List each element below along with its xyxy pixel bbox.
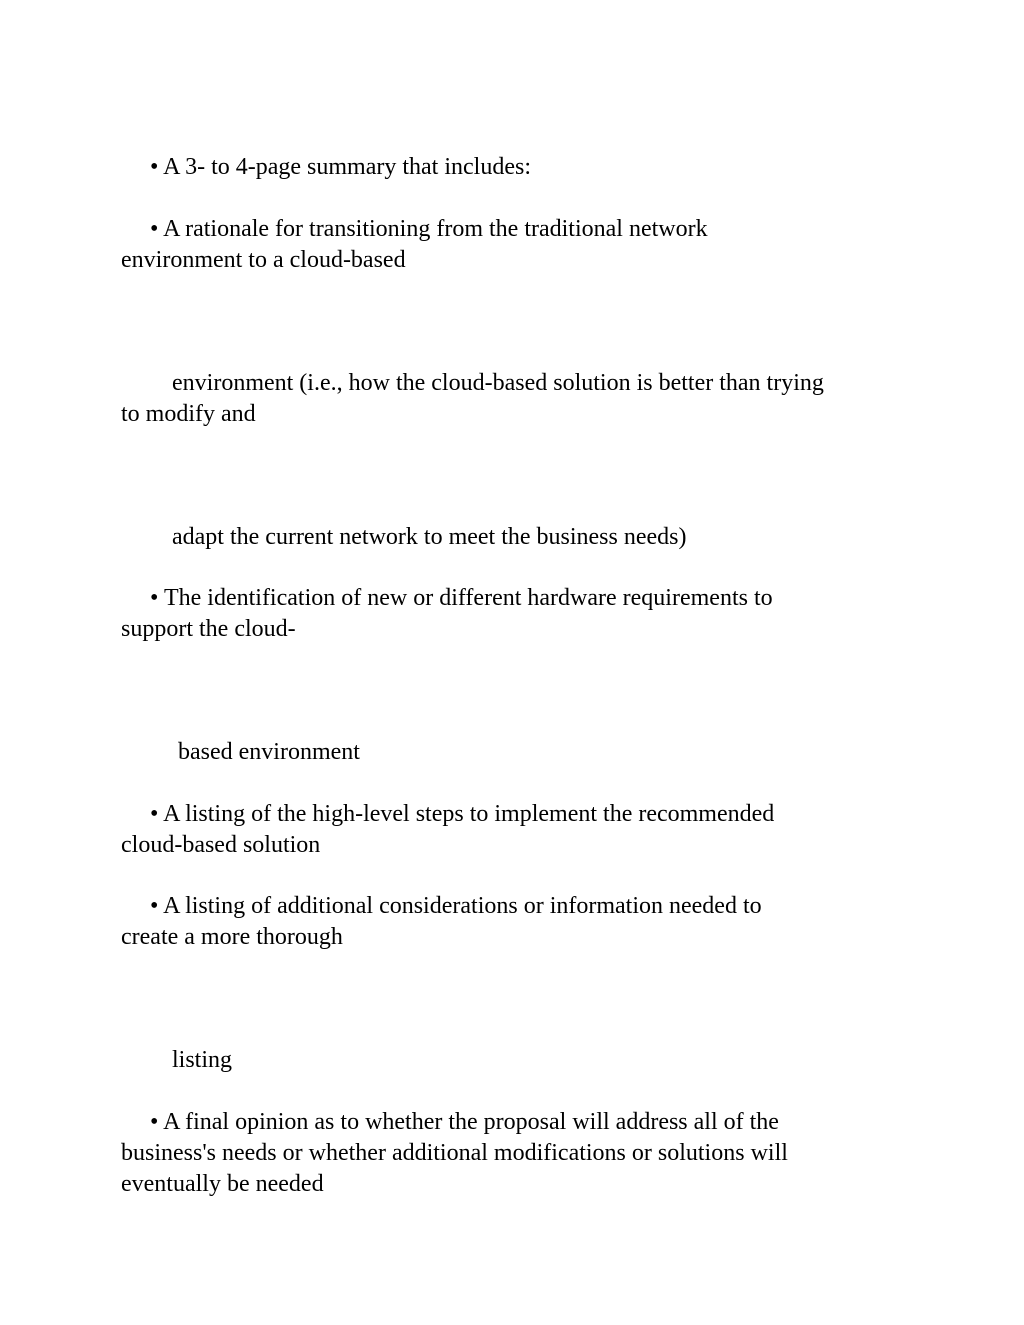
considerations-bullet-line-2: create a more thorough bbox=[121, 924, 343, 950]
final-opinion-bullet-line-3: eventually be needed bbox=[121, 1171, 324, 1197]
summary-bullet: • A 3- to 4-page summary that includes: bbox=[150, 154, 531, 180]
rationale-bullet: • A rationale for transitioning from the traditional network bbox=[150, 216, 708, 242]
rationale-continuation-2: adapt the current network to meet the business needs) bbox=[172, 524, 687, 550]
hardware-bullet-line-2: support the cloud- bbox=[121, 616, 296, 642]
considerations-continuation: listing bbox=[172, 1047, 233, 1073]
steps-bullet-line-2: cloud-based solution bbox=[121, 832, 321, 858]
rationale-continuation: environment (i.e., how the cloud-based solution is better than trying bbox=[172, 370, 824, 396]
considerations-bullet: • A listing of additional considerations or information needed to bbox=[150, 893, 762, 919]
final-opinion-bullet: • A final opinion as to whether the proposal will address all of the bbox=[150, 1109, 779, 1135]
rationale-continuation-line-2: to modify and bbox=[121, 401, 256, 427]
steps-bullet: • A listing of the high-level steps to implement the recommended bbox=[150, 801, 775, 827]
final-opinion-bullet-line-2: business's needs or whether additional modifications or solutions will bbox=[121, 1140, 788, 1166]
hardware-bullet: • The identification of new or different hardware requirements to bbox=[150, 585, 773, 611]
hardware-continuation: based environment bbox=[178, 739, 360, 765]
rationale-bullet-line-2: environment to a cloud-based bbox=[121, 247, 406, 273]
